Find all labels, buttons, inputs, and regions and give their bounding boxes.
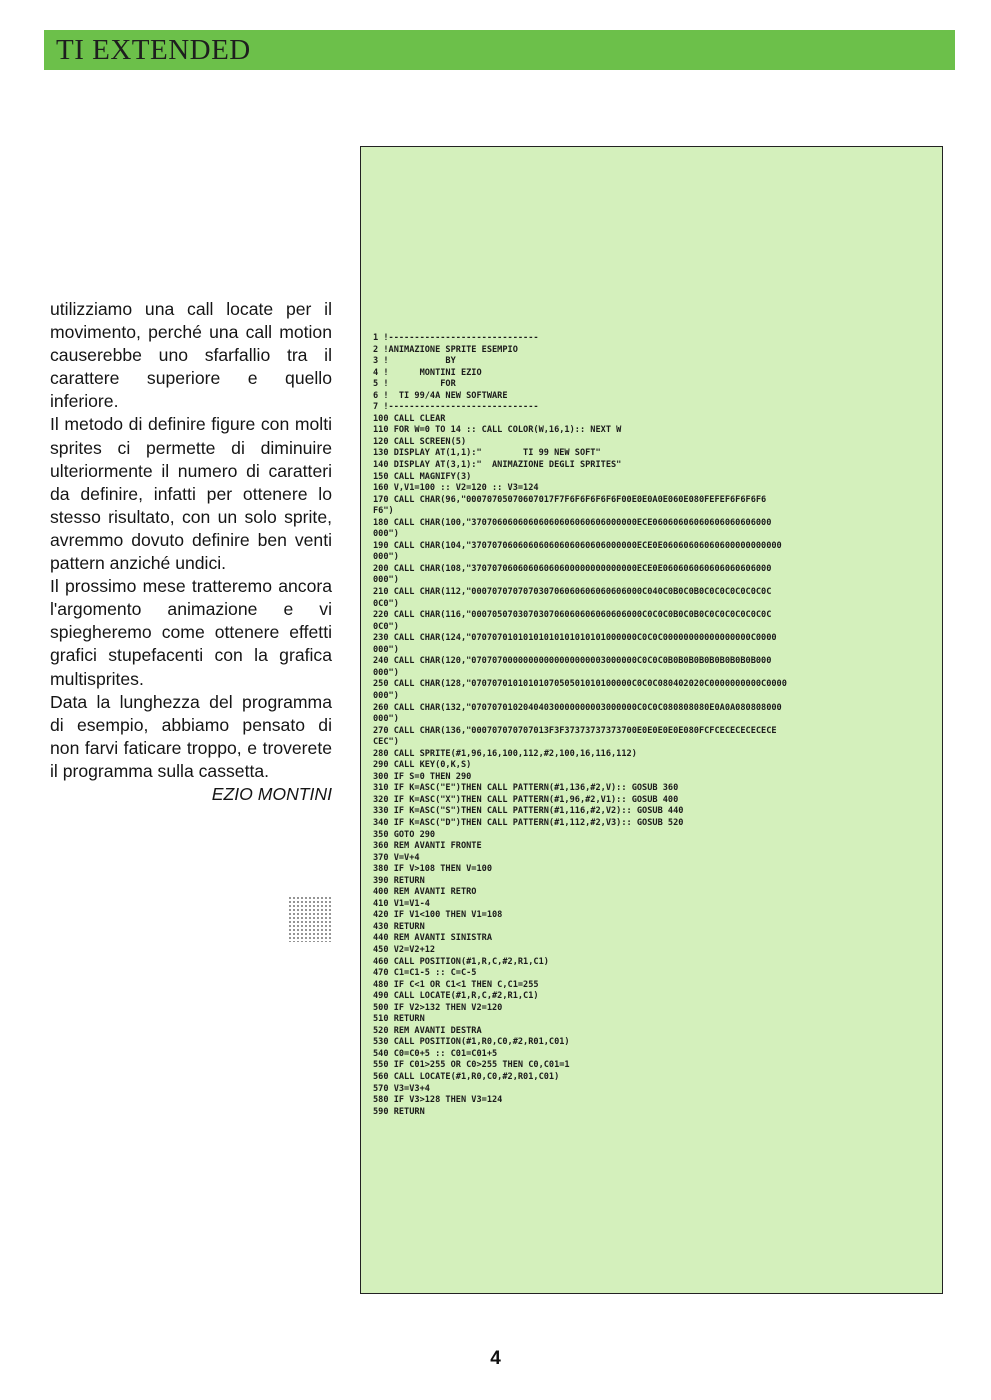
code-line: 6 ! TI 99/4A NEW SOFTWARE xyxy=(373,390,508,401)
code-line: 1 !----------------------------- xyxy=(373,333,539,343)
code-line: 300 IF S=0 THEN 290 xyxy=(373,771,472,782)
code-line: 200 CALL CHAR(108,"37070706060606060600000000000000ECE0E060606060606060606000 xyxy=(373,563,772,574)
program-listing xyxy=(373,333,941,1118)
code-line: 460 CALL POSITION(#1,R,C,#2,R1,C1) xyxy=(373,956,549,967)
code-line: 180 CALL CHAR(100,"37070606060606060606060606000000ECE06060606060606060606000 xyxy=(373,517,772,528)
code-line: 520 REM AVANTI DESTRA xyxy=(373,1025,482,1036)
page-number: 4 xyxy=(490,1348,501,1369)
code-line: 260 CALL CHAR(132,"07070701020404030000000003000000C0C0C080808080E0A0A080808000 xyxy=(373,702,782,713)
code-line: 580 IF V3>128 THEN V3=124 xyxy=(373,1095,503,1106)
code-line: 0C0") xyxy=(373,598,399,609)
code-line: 5 ! FOR xyxy=(373,379,456,390)
code-line: CEC") xyxy=(373,737,399,748)
code-line: 000") xyxy=(373,552,399,563)
code-line: 400 REM AVANTI RETRO xyxy=(373,887,477,898)
code-line: 240 CALL CHAR(120,"07070700000000000000000003000000C0C0C0B0B0B0B0B0B0B0B0B000 xyxy=(373,656,772,667)
article-paragraph: Data la lunghezza del programma di esempio, abbiamo pensato di non farvi faticare troppo, e troverete il programma sulla cassetta. xyxy=(50,691,332,781)
code-line: 480 IF C<1 OR C1<1 THEN C,C1=255 xyxy=(373,979,539,990)
code-line: 120 CALL SCREEN(5) xyxy=(373,436,467,447)
code-line: 000") xyxy=(373,667,399,678)
code-line: 320 IF K=ASC("X")THEN CALL PATTERN(#1,96,#2,V1):: GOSUB 400 xyxy=(373,794,679,805)
code-line: 190 CALL CHAR(104,"37070706060606060606060606000000ECE0E06060606060600000000000 xyxy=(373,540,782,551)
code-line: 130 DISPLAY AT(1,1):" TI 99 NEW SOFT" xyxy=(373,448,601,459)
code-line: 470 C1=C1-5 :: C=C-5 xyxy=(373,968,477,979)
code-line: 2 !ANIMAZIONE SPRITE ESEMPIO xyxy=(373,344,518,355)
code-line: 250 CALL CHAR(128,"0707070101010107050501010100000C0C0C080402020C0000000000C0000 xyxy=(373,679,787,690)
author-signature: EZIO MONTINI xyxy=(211,783,332,804)
decorative-dot-pattern xyxy=(288,896,332,942)
code-line: 330 IF K=ASC("S")THEN CALL PATTERN(#1,116,#2,V2):: GOSUB 440 xyxy=(373,806,684,817)
code-line: 000") xyxy=(373,529,399,540)
code-line: 000") xyxy=(373,690,399,701)
article-paragraph: Il prossimo mese tratteremo ancora l'argomento animazione e vi spiegheremo come ottenere effetti grafici stupefacenti con la grafica multisprites. xyxy=(50,576,332,689)
program-listing-panel xyxy=(360,146,943,1294)
code-line: 560 CALL LOCATE(#1,R0,C0,#2,R01,C01) xyxy=(373,1072,560,1082)
code-line: 550 IF C01>255 OR C0>255 THEN C0,C01=1 xyxy=(373,1060,570,1071)
code-line: 430 RETURN xyxy=(373,921,425,932)
section-header xyxy=(44,30,955,70)
code-line: 450 V2=V2+12 xyxy=(373,944,436,955)
code-line: 170 CALL CHAR(96,"00070705070607017F7F6F6F6F6F6F00E0E0A0E060E080FEFEF6F6F6F6 xyxy=(373,494,767,505)
code-line: 100 CALL CLEAR xyxy=(373,413,446,424)
article-paragraph: Il metodo di definire figure con molti sprites ci permette di diminuire ulteriormente il numero di caratteri da definire, infatti per ottenere lo stesso risultato, con un solo sprite, avremmo dovuto definire ben venti pattern anziché undici. xyxy=(50,414,332,574)
code-line: 350 GOTO 290 xyxy=(373,829,436,840)
code-line: 380 IF V>108 THEN V=100 xyxy=(373,864,492,875)
code-line: 140 DISPLAY AT(3,1):" ANIMAZIONE DEGLI SPRITES" xyxy=(373,460,622,471)
code-line: F6") xyxy=(373,506,394,517)
code-line: 4 ! MONTINI EZIO xyxy=(373,367,482,378)
section-title: TI EXTENDED xyxy=(56,34,251,66)
code-line: 0C0") xyxy=(373,621,399,632)
code-line: 000") xyxy=(373,575,399,586)
code-line: 510 RETURN xyxy=(373,1014,425,1025)
code-line: 310 IF K=ASC("E")THEN CALL PATTERN(#1,136,#2,V):: GOSUB 360 xyxy=(373,783,679,794)
article-text xyxy=(50,298,332,806)
code-line: 340 IF K=ASC("D")THEN CALL PATTERN(#1,112,#2,V3):: GOSUB 520 xyxy=(373,817,684,828)
code-line: 370 V=V+4 xyxy=(373,852,420,863)
code-line: 440 REM AVANTI SINISTRA xyxy=(373,933,492,944)
code-line: 220 CALL CHAR(116,"000705070307030706060606060606000C0C0C0B0C0B0C0C0C0C0C0C0C xyxy=(373,610,772,621)
code-line: 530 CALL POSITION(#1,R0,C0,#2,R01,C01) xyxy=(373,1037,570,1048)
code-line: 7 !----------------------------- xyxy=(373,402,539,413)
code-line: 230 CALL CHAR(124,"07070701010101010101010101000000C0C0C00000000000000000C0000 xyxy=(373,633,777,644)
code-line: 110 FOR W=0 TO 14 :: CALL COLOR(W,16,1):: NEXT W xyxy=(373,425,622,436)
code-line: 150 CALL MAGNIFY(3) xyxy=(373,471,472,482)
code-line: 160 V,V1=100 :: V2=120 :: V3=124 xyxy=(373,483,539,494)
code-line: 420 IF V1<100 THEN V1=108 xyxy=(373,910,503,921)
code-line: 360 REM AVANTI FRONTE xyxy=(373,841,482,852)
code-line: 570 V3=V3+4 xyxy=(373,1083,430,1094)
code-line: 000") xyxy=(373,644,399,655)
code-line: 280 CALL SPRITE(#1,96,16,100,112,#2,100,16,116,112) xyxy=(373,748,637,759)
code-line: 500 IF V2>132 THEN V2=120 xyxy=(373,1002,503,1013)
code-line: 390 RETURN xyxy=(373,875,425,886)
code-line: 490 CALL LOCATE(#1,R,C,#2,R1,C1) xyxy=(373,991,539,1002)
code-line: 3 ! BY xyxy=(373,356,456,367)
code-line: 540 C0=C0+5 :: C01=C01+5 xyxy=(373,1048,498,1059)
article-paragraph: utilizziamo una call locate per il movimento, perché una call motion causerebbe uno sfarfallio tra il carattere superiore e quello inferiore. xyxy=(50,299,332,412)
code-line: 410 V1=V1-4 xyxy=(373,898,430,909)
code-line: 290 CALL KEY(0,K,S) xyxy=(373,760,472,771)
code-line: 000") xyxy=(373,714,399,725)
code-line: 590 RETURN xyxy=(373,1106,425,1117)
code-line: 270 CALL CHAR(136,"000707070707013F3F37373737373700E0E0E0E0E080FCFCECECECECECE xyxy=(373,725,777,736)
code-line: 210 CALL CHAR(112,"000707070707030706060606060606000C040C0B0C0B0C0C0C0C0C0C0C xyxy=(373,587,772,598)
